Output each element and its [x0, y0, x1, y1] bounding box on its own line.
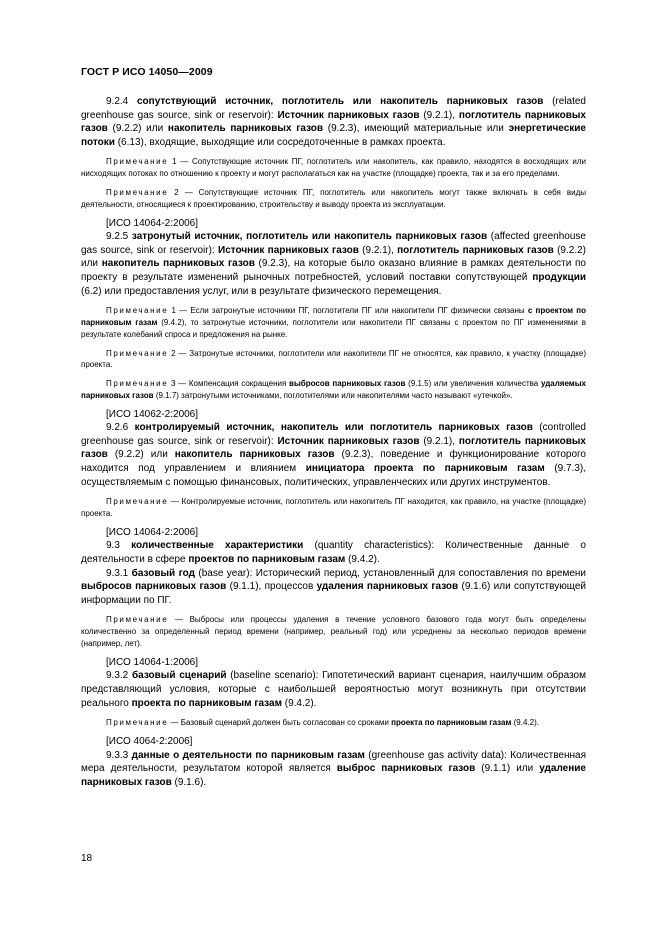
definition-paragraph	[81, 95, 586, 149]
term-bold: удаление парниковых газов	[81, 763, 586, 788]
text-run: 9.3	[106, 540, 132, 552]
text-run: 3 — Компенсация сокращения	[168, 379, 290, 389]
term-bold: удаления парниковых газов	[316, 581, 459, 593]
text-run: 9.3.2	[106, 670, 132, 682]
term-bold: продукции	[532, 271, 586, 283]
text-run: (9.4.2).	[281, 697, 317, 709]
text-run: (9.2.2) или	[107, 449, 175, 461]
text-run: (9.2.1),	[419, 109, 459, 121]
note-paragraph	[81, 378, 586, 402]
term-bold: с проектом по парниковым газам	[81, 306, 587, 327]
text-run: [ИСО 14064-2:2006]	[106, 526, 199, 538]
text-run: 9.3.1	[106, 567, 132, 579]
text-run: [ИСО 4064-2:2006]	[106, 735, 193, 747]
term-bold: сопутствующий источник, поглотитель или накопитель парниковых газов	[136, 96, 544, 107]
term-bold: инициатора проекта по парниковым газам	[305, 463, 545, 475]
note-label: Примечание	[106, 157, 169, 167]
text-run: [ИСО 14062-2:2006]	[106, 408, 199, 420]
term-bold: количественные характеристики	[131, 540, 304, 552]
text-run: (baseline scenario): Гипотетический вариант сценария, наилучшим образом представляющий условия, которые с наибольшей вероятностью могут возникнуть при отсутствии реального	[81, 670, 586, 709]
text-run: (9.4.2).	[511, 718, 539, 728]
document-header: ГОСТ Р ИСО 14050—2009	[81, 66, 213, 78]
definition-paragraph	[81, 669, 586, 710]
term-bold: поглотитель парниковых газов	[81, 109, 586, 135]
text-run: — Базовый сценарий должен быть согласован со сроками	[168, 718, 392, 728]
term-bold: энергетические потоки	[81, 123, 586, 148]
term-bold: Источник парниковых газов	[277, 109, 420, 121]
term-bold: затронутый источник, поглотитель или накопитель парниковых газов	[131, 231, 488, 243]
text-run: (6.2) или предоставления услуг, или в результате физического перемещения.	[81, 285, 442, 297]
note-paragraph	[81, 614, 586, 649]
text-run: (9.7.3), осуществляемым с помощью финансовых, политических, управленческих или других инструментов.	[81, 463, 587, 488]
text-run: (9.2.3), имеющий материальные или	[323, 123, 509, 135]
term-bold: Источник парниковых газов	[218, 244, 359, 256]
note-paragraph	[81, 348, 586, 372]
text-run: (9.2.3), на которые было оказано влияние в рамках деятельности по проекту в результате изменений рыночных потребностей, условий поставки сопутствующей	[81, 258, 586, 283]
term-bold: удаляемых парниковых газов	[81, 379, 587, 400]
text-run: (affected greenhouse gas source, sink or reservoir):	[81, 231, 586, 256]
term-bold: выбросов парниковых газов	[81, 581, 227, 593]
note-paragraph	[81, 496, 586, 520]
term-bold: контролируемый источник, накопитель или поглотитель парниковых газов	[134, 422, 533, 434]
term-bold: накопитель парниковых газов	[101, 258, 255, 270]
term-bold: базовый сценарий	[131, 670, 227, 682]
text-run: — Контролируемые источник, поглотитель или накопитель ПГ находится, как правило, на участке (площадке) проекта.	[81, 497, 586, 519]
definition-paragraph	[81, 230, 586, 298]
page-number: 18	[81, 853, 93, 864]
note-label: Примечание	[106, 348, 169, 358]
note-paragraph	[81, 717, 586, 729]
source-reference	[81, 526, 586, 540]
term-bold: проекта по парниковым газам	[391, 718, 512, 728]
text-run: 1 — Если затронутые источники ПГ, поглотители ПГ или накопители ПГ физически связаны	[168, 306, 528, 316]
term-bold: накопитель парниковых газов	[167, 123, 324, 135]
text-run: (9.2.3), поведение и функционирование которого находится под управлением и влиянием	[81, 449, 586, 475]
text-run: (6.13), входящие, выходящие или сосредоточенные в рамках проекта.	[114, 136, 446, 148]
text-run: [ИСО 14064-1:2006]	[106, 656, 199, 668]
text-run: 1 — Сопутствующие источник ПГ, поглотитель или накопитель, как правило, находятся в восходящих или нисходящих потоках по отношению к проекту и могут располагаться как на участке (площадке) проекта, так и за его пределами.	[81, 157, 586, 179]
term-bold: поглотитель парниковых газов	[397, 244, 554, 256]
text-run: 2 — Сопутствующие источник ПГ, поглотитель или накопитель могут также включать в себя виды деятельности, относящиеся к проектированию, строительству и выводу проекта из эксплуатации.	[81, 187, 586, 209]
source-reference	[81, 735, 586, 749]
text-run: (9.4.2), то затронутые источники, поглотители или накопители ПГ связаны с проектом по ПГ изменениями в результате колебаний спроса и предложения на рынке.	[81, 317, 586, 339]
text-run: (9.1.1), процессов	[226, 581, 317, 593]
term-bold: проекта по парниковым газам	[131, 697, 282, 709]
text-run: (9.2.2) или	[81, 244, 586, 270]
term-bold: поглотитель парниковых газов	[81, 435, 586, 461]
text-run: 9.3.3	[106, 749, 132, 761]
source-reference	[81, 217, 586, 231]
text-run: (base year): Исторический период, установленный для сопоставления по времени	[194, 567, 586, 579]
note-label: Примечание	[106, 306, 169, 316]
note-paragraph	[81, 156, 586, 180]
text-run: 9.2.6	[106, 422, 135, 434]
definition-paragraph	[81, 421, 586, 489]
text-run: (9.2.1),	[358, 244, 398, 256]
note-paragraph	[81, 187, 586, 211]
term-bold: выбросов парниковых газов	[289, 379, 406, 389]
text-run: (9.1.6).	[171, 776, 207, 788]
text-run: (9.1.7) затронутыми источниками, поглотителями или накопителями часто называют «утечкой».	[153, 390, 513, 400]
source-reference	[81, 656, 586, 670]
term-bold: базовый год	[131, 567, 195, 579]
text-run: (controlled greenhouse gas source, sink or reservoir):	[81, 422, 586, 447]
term-bold: проектов по парниковым газам	[188, 554, 346, 566]
text-run: (9.1.1) или	[475, 763, 540, 775]
text-run: (quantity characteristics): Количественные данные о деятельности в сфере	[81, 540, 586, 566]
text-run: (greenhouse gas activity data): Количественная мера деятельности, результатом которой является	[81, 749, 586, 775]
term-bold: данные о деятельности по парниковым газам	[131, 749, 365, 761]
text-run: 2 — Затронутые источники, поглотители или накопители ПГ не относятся, как правило, к участку (площадке) проекта.	[81, 348, 586, 370]
text-run: (9.2.2) или	[107, 123, 168, 135]
note-label: Примечание	[106, 497, 169, 507]
text-run: (9.4.2).	[345, 554, 380, 566]
note-paragraph	[81, 305, 586, 340]
term-bold: выброс парниковых газов	[336, 763, 476, 775]
note-label: Примечание	[106, 718, 169, 728]
text-run: 9.2.5	[106, 231, 132, 243]
text-run: 9.2.4	[106, 96, 137, 107]
definition-paragraph	[81, 539, 586, 566]
term-bold: Источник парниковых газов	[277, 435, 420, 447]
text-run: (9.2.1),	[419, 435, 459, 447]
text-run: — Выбросы или процессы удаления в течение условного базового года могут быть определены количественно за определенный период времени (например, реальный год) или усреднены за несколько периодов времени (например, лет).	[81, 615, 586, 649]
note-label: Примечание	[106, 615, 169, 625]
text-run: (9.1.6) или сопутствующей информации по ПГ.	[81, 581, 586, 606]
text-run: [ИСО 14064-2:2006]	[106, 217, 199, 229]
text-run: (9.1.5) или увеличения количества	[405, 379, 541, 389]
document-body	[81, 95, 586, 789]
term-bold: накопитель парниковых газов	[174, 449, 335, 461]
definition-paragraph	[81, 749, 586, 790]
note-label: Примечание	[106, 379, 169, 389]
source-reference	[81, 408, 586, 422]
text-run: (related greenhouse gas source, sink or reservoir):	[81, 96, 586, 121]
definition-paragraph	[81, 567, 586, 608]
note-label: Примечание	[106, 187, 169, 197]
